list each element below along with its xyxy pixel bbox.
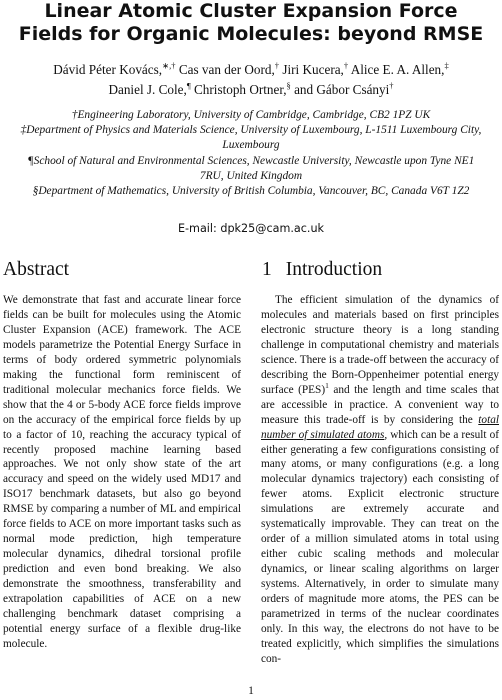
author-marker: † [389, 80, 394, 91]
affiliation: †Engineering Laboratory, University of Cambridge, Cambridge, CB2 1PZ UK [71, 109, 431, 121]
abstract-text: We demonstrate that fast and accurate linear force fields can be built for molecules using the Atomic Cluster Expansion (ACE) framework. The ACE models parametrize the Potential Energy Surface in terms of body ordered symmetric polynomials making the functional form reminiscent of traditional molecular mechanics force fields. We show that the 4 or 5-body ACE force fields improve on the accuracy of the empirical force fields by up to a factor of 10, reaching the accuracy typical of recently proposed machine learning based approaches. We not only show state of the art accuracy and speed on the widely used MD17 and ISO17 benchmark datasets, but also go beyond RMSE by comparing a number of ML and empirical force fields to ACE on more important tasks such as normal mode prediction, high temperature molecular dynamics, dihedral torsional profile prediction and even bond breaking. We also demonstrate the smoothness, transferability and extrapolation capabilities of ACE on a new challenging benchmark dataset comprising a potential energy surface of a flexible drug-like molecule. [3, 294, 241, 650]
introduction-text [261, 293, 499, 667]
section-number: 1 [262, 259, 272, 280]
introduction-column [261, 293, 499, 667]
author [351, 62, 449, 77]
affiliation-list [20, 108, 482, 199]
affiliation: ‡Department of Physics and Materials Science, University of Luxembourg, L-1511 Luxembourg City, Luxembourg [20, 124, 482, 152]
section-title: Introduction [285, 259, 383, 280]
author-marker: † [343, 60, 349, 71]
affiliation: §Department of Mathematics, University of British Columbia, Vancouver, BC, Canada V6T 1Z2 [32, 185, 470, 198]
author-marker: ‡ [444, 60, 449, 71]
author-name: Dávid Péter Kovács, [53, 62, 163, 77]
author-name: Alice E. A. Allen, [350, 62, 445, 77]
author [194, 82, 291, 97]
author-marker: ¶ [186, 80, 191, 91]
paper-title: Linear Atomic Cluster Expansion Force Fields for Organic Molecules: beyond RMSE [18, 0, 484, 45]
author [53, 62, 175, 77]
intro-text-part: The efficient simulation of the dynamics of molecules and materials based on first principles electronic structure theory is a long standing challenge in computational chemistry and materials science. There is a trade-off between the accuracy of describing the Born-Oppenheimer potential energy surface (PES) [261, 294, 499, 396]
author-name: Jiri Kucera, [282, 62, 344, 77]
author-list [20, 60, 482, 100]
abstract-heading: Abstract [3, 259, 70, 280]
intro-text-part: , which can be a result of either generating a few configurations consisting of many atoms, or many configurations (e.g. a long molecular dynamics trajectory) each consisting of fewer atoms. Explicit electronic structure simulations are extremely accurate and systematically improvable. They can treat on the order of a million simulated atoms in total using either cubic scaling methods and molecular dynamics, or linear scaling algorithms on larger systems. Alternatively, in order to simulate many orders of magnitude more atoms, the PES can be parametrized in terms of the nuclear coordinates only. In this way, the electrons do not have to be treated explicitly, which simplifies the simulations con- [261, 428, 499, 665]
page-number: 1 [248, 685, 254, 697]
intro-text-part: and the length and time scales that are accessible in practice. A convenient way to measure this trade-off is by considering the [261, 383, 499, 426]
author-marker: ∗,† [162, 60, 176, 71]
emphasized-term: total number of simulated atoms [261, 413, 499, 441]
author-name: Daniel J. Cole, [108, 82, 187, 97]
author-marker: † [274, 60, 280, 71]
affiliation: ¶School of Natural and Environmental Sciences, Newcastle University, Newcastle upon Tyne NE1 7RU, United Kingdom [27, 154, 475, 182]
author-name: Cas van der Oord, [178, 62, 275, 77]
author-name: Christoph Ortner, [194, 82, 287, 97]
author [294, 82, 393, 97]
author [282, 62, 348, 77]
author-marker: § [286, 80, 291, 91]
author [179, 62, 279, 77]
citation-ref: 1 [325, 380, 329, 390]
author [108, 82, 190, 97]
abstract-column [3, 293, 241, 652]
contact-email: E-mail: dpk25@cam.ac.uk [177, 222, 325, 235]
author-name: and Gábor Csányi [294, 82, 390, 97]
introduction-heading [262, 258, 382, 282]
